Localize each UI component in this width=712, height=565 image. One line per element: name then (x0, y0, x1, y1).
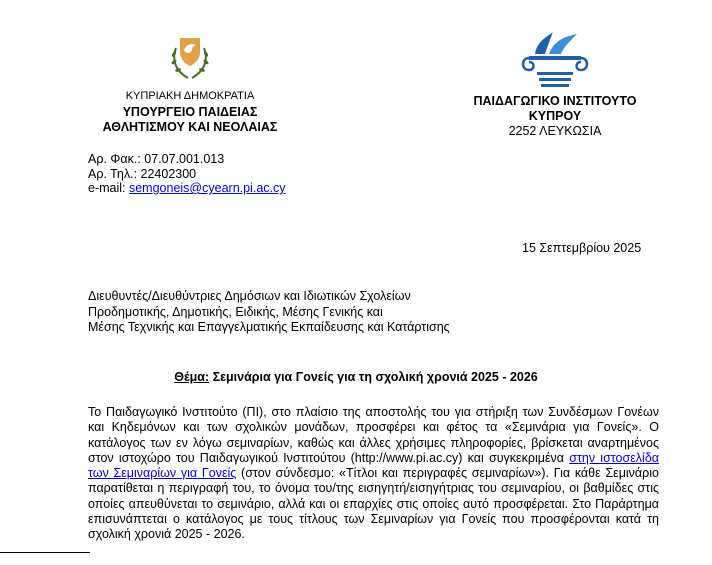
body-paragraph (88, 405, 659, 543)
recipient-line: Διευθυντές/Διευθύντριες Δημόσιων και Ιδιωτικών Σχολείων (88, 289, 411, 303)
institute-name: ΠΑΙΔΑΓΩΓΙΚΟ ΙΝΣΤΙΤΟΥΤΟ (473, 94, 637, 108)
subject-label: Θέμα: (174, 370, 210, 384)
body-text-part1: Το Παιδαγωγικό Ινστιτούτο (ΠΙ), στο πλαίσιο της αποστολής του για στήριξη των Συνδέσμων Γονέων και Κηδεμόνων και των σχολικών μονάδων, προσφέρει και φέτος τα «Σεμινάρια για Γονείς». Ο κατάλογος των εν λόγω σεμιναρίων, καθώς και άλλες χρήσιμες πληροφορίες, βρίσκεται αναρτημένος στον ιστοχώρο του Παιδαγωγικού Ινστιτούτου (http://www.pi.ac.cy) και συγκεκριμένα (88, 405, 659, 465)
recipients (88, 289, 450, 336)
file-number: Αρ. Φακ.: 07.07.001.013 (88, 152, 225, 166)
cyprus-emblem-icon (168, 30, 212, 82)
letter-date: 15 Σεπτεμβρίου 2025 (522, 241, 642, 255)
reference-info (88, 152, 286, 196)
footnote-separator (0, 552, 90, 553)
institute-header (440, 28, 670, 139)
institute-country: ΚΥΠΡΟΥ (528, 109, 582, 123)
country-name: ΚΥΠΡΙΑΚΗ ΔΗΜΟΚΡΑΤΙΑ (125, 90, 255, 102)
seminars-page-link[interactable]: στην ιστοσελίδα των Σεμιναρίων για Γονείς (88, 450, 660, 481)
email-link[interactable]: semgoneis@cyearn.pi.ac.cy (128, 181, 286, 195)
recipient-line: Προδημοτικής, Δημοτικής, Ειδικής, Μέσης Γενικής και (88, 304, 383, 319)
institute-city: 2252 ΛΕΥΚΩΣΙΑ (508, 124, 602, 138)
ministry-name-line2: ΑΘΛΗΤΙΣΜΟΥ ΚΑΙ ΝΕΟΛΑΙΑΣ (102, 120, 278, 134)
body-text-part2: (στον σύνδεσμο: «Τίτλοι και περιγραφές σεμιναρίων»). Για κάθε Σεμινάριο παρατίθεται η περιγραφή του, το όνομα του/της εισηγητή/εισηγήτριας του σεμιναρίου, οι βαθμίδες στις οποίες απευθύνεται το σεμινάριο, αλλά και οι επαρχίες στις οποίες αυτό προσφέρεται. Στο Παράρτημα επισυνάπτεται ο κατάλογος με τους τίτλους των Σεμιναρίων για Γονείς που προσφέρονται κατά τη σχολική χρονιά 2025 - 2026. (88, 466, 659, 542)
email-line (88, 181, 286, 196)
email-label: e-mail: (88, 181, 129, 195)
institute-logo-icon (515, 28, 595, 90)
recipient-line: Μέσης Τεχνικής και Επαγγελματικής Εκπαίδευσης και Κατάρτισης (88, 320, 450, 334)
ministry-header (60, 30, 320, 135)
ministry-name-line1: ΥΠΟΥΡΓΕΙΟ ΠΑΙΔΕΙΑΣ (122, 105, 258, 119)
subject-text: Σεμινάρια για Γονείς για τη σχολική χρονιά 2025 - 2026 (209, 370, 538, 384)
phone-number: Αρ. Τηλ.: 22402300 (88, 166, 197, 181)
subject-line (0, 370, 712, 384)
